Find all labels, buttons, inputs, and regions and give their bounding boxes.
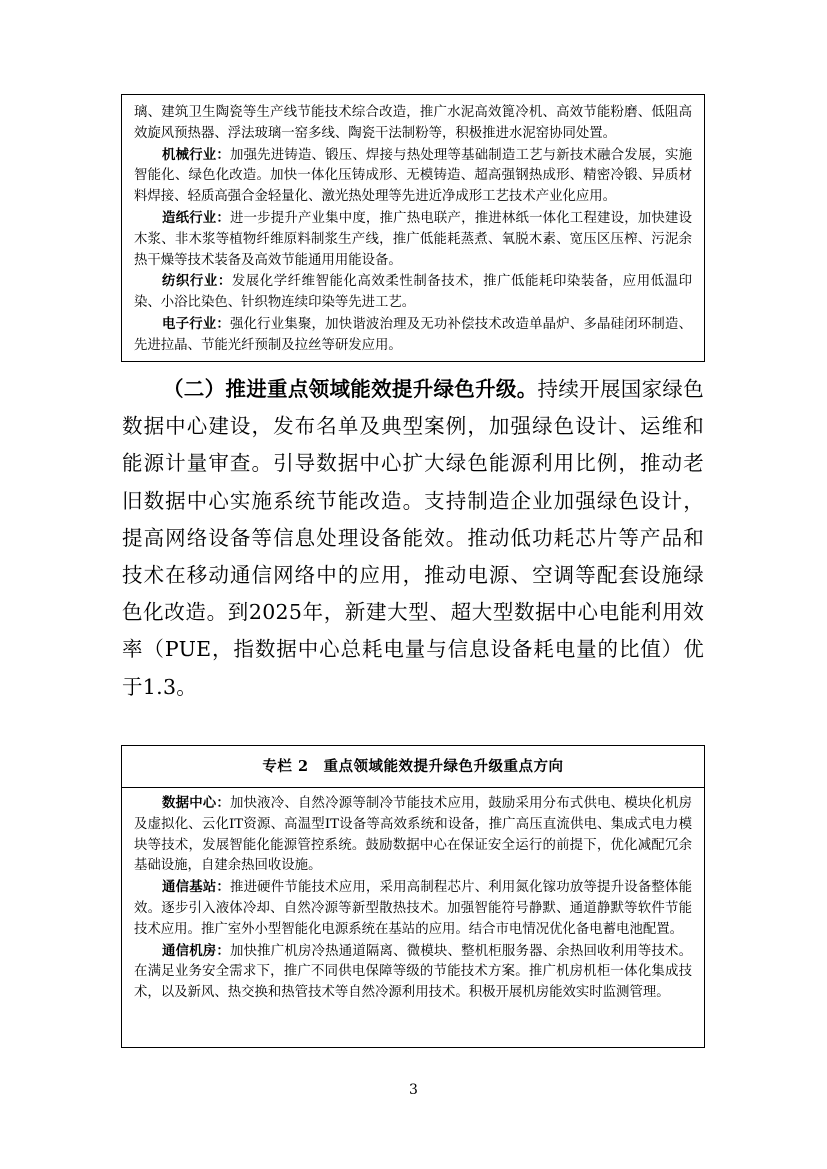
box1-paragraph-electronics: 电子行业：强化行业集聚，加快谐波治理及无功补偿技术改造单晶炉、多晶硅闭环制造、先进拉晶、节能光纤预制及拉丝等研发应用。	[134, 315, 693, 353]
column-2-box	[121, 745, 705, 1048]
label-machinery: 机械行业：	[162, 146, 230, 163]
page-number: 3	[409, 1082, 418, 1098]
label-electronics: 电子行业：	[162, 315, 230, 332]
box1-paragraph-machinery: 机械行业：加强先进铸造、锻压、焊接与热处理等基础制造工艺与新技术融合发展，实施智能化、绿色化改造。加快一体化压铸成形、无模铸造、超高强钢热成形、精密冷锻、异质材料焊接、轻质高强合金轻量化、激光热处理等先进近净成形工艺技术产业化应用。	[134, 146, 693, 205]
box1-paragraph-paper: 造纸行业：进一步提升产业集中度，推广热电联产，推进林纸一体化工程建设，加快建设木浆、非木浆等植物纤维原料制浆生产线，推广低能耗蒸煮、氧脱木素、宽压区压榨、污泥余热干燥等技术装备及高效节能通用用能设备。	[134, 209, 693, 268]
main-paragraph	[122, 371, 704, 706]
box2-paragraph-data-center: 数据中心：加快液冷、自然冷源等制冷节能技术应用，鼓励采用分布式供电、模块化机房及虚拟化、云化IT资源、高温型IT设备等高效系统和设备，推广高压直流供电、集成式电力模块等技术，发展智能化能源管控系统。鼓励数据中心在保证安全运行的前提下，优化减配冗余基础设施，自建余热回收设施。	[134, 795, 693, 874]
box1-paragraph-textile: 纺织行业：发展化学纤维智能化高效柔性制备技术，推广低能耗印染装备，应用低温印染、小浴比染色、针织物连续印染等先进工艺。	[134, 273, 692, 311]
label-base-station: 通信基站：	[162, 879, 230, 896]
box2-paragraph-machine-room: 通信机房：加快推广机房冷热通道隔离、微模块、整机柜服务器、余热回收利用等技术。在满足业务安全需求下，推广不同供电保障等级的节能技术方案。推广机房机柜一体化集成技术，以及新风、热交换和热管技术等自然冷源利用技术。积极开展机房能效实时监测管理。	[134, 942, 693, 1001]
industry-focus-box	[121, 94, 705, 362]
box2-paragraph-base-station: 通信基站：推进硬件节能技术应用，采用高制程芯片、利用氮化镓功放等提升设备整体能效。逐步引入液体冷却、自然冷源等新型散热技术。加强智能符号静默、通道静默等软件节能技术应用。推广室外小型智能化电源系统在基站的应用。结合市电情况优化备电蓄电池配置。	[134, 879, 693, 937]
column-2-body	[122, 788, 704, 1010]
section-heading: （二）推进重点领域能效提升绿色升级。	[163, 377, 538, 401]
label-textile: 纺织行业：	[162, 273, 232, 290]
label-paper: 造纸行业：	[162, 209, 230, 226]
column-2-title: 专栏 2 重点领域能效提升绿色升级重点方向	[122, 746, 704, 788]
main-body-text: 持续开展国家绿色数据中心建设，发布名单及典型案例，加强绿色设计、运维和能源计量审查。引导数据中心扩大绿色能源利用比例，推动老旧数据中心实施系统节能改造。支持制造企业加强绿色设计，提高网络设备等信息处理设备能效。推动低功耗芯片等产品和技术在移动通信网络中的应用，推动电源、空调等配套设施绿色化改造。到2025年，新建大型、超大型数据中心电能利用效率（PUE，指数据中心总耗电量与信息设备耗电量的比值）优于1.3。	[122, 377, 704, 699]
box1-paragraph-building-materials: 璃、建筑卫生陶瓷等生产线节能技术综合改造，推广水泥高效篦冷机、高效节能粉磨、低阻高效旋风预热器、浮法玻璃一窑多线、陶瓷干法制粉等，积极推进水泥窑协同处置。	[134, 105, 692, 141]
label-data-center: 数据中心：	[162, 795, 230, 811]
label-machine-room: 通信机房：	[162, 942, 230, 959]
